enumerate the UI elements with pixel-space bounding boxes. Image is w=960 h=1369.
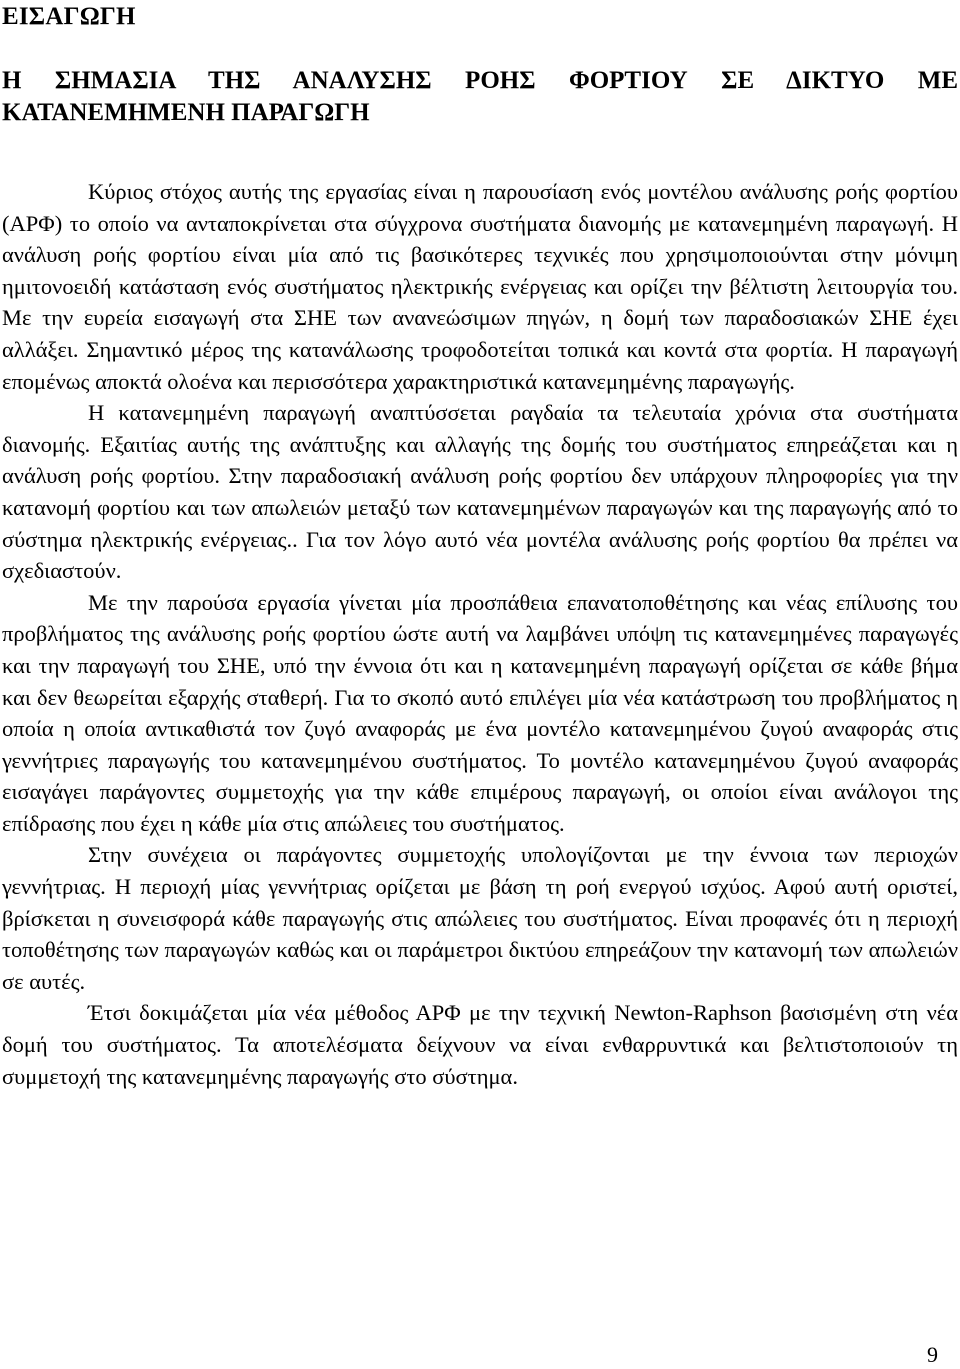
paragraph: Έτσι δοκιμάζεται μία νέα μέθοδος ΑΡΦ με την τεχνική Newton-Raphson βασισμένη στη νέα δομή του συστήματος. Τα αποτελέσματα δείχνουν να είναι ενθαρρυντικά και βελτιστοποιούν τη συμμετοχή της κατανεμημένης παραγωγής στο σύστημα. — [2, 1000, 958, 1089]
paragraph: Στην συνέχεια οι παράγοντες συμμετοχής υπολογίζονται με την έννοια των περιοχών γεννήτριας. Η περιοχή μίας γεννήτριας ορίζεται με βάση τη ροή ενεργού ισχύος. Αφού αυτή οριστεί, βρίσκεται η συνεισφορά κάθε παραγωγής στις απώλειες του συστήματος. Είναι προφανές ότι η περιοχή τοποθέτησης των παραγωγών καθώς και οι παράμετροι δικτύου επηρεάζουν την κατανομή των απωλειών σε αυτές. — [2, 842, 958, 994]
paragraph: Με την παρούσα εργασία γίνεται μία προσπάθεια επανατοποθέτησης και νέας επίλυσης του προβλήματος της ανάλυσης ροής φορτίου ώστε αυτή να λαμβάνει υπόψη τις κατανεμημένες παραγωγές και την παραγωγή του ΣΗΕ, υπό την έννοια ότι και η κατανεμημένη παραγωγή ορίζεται σε κάθε βήμα και δεν θεωρείται εξαρχής σταθερή. Για το σκοπό αυτό επιλέγει μία νέα κατάστρωση του προβλήματος η οποία η οποία αντικαθιστά τον ζυγό αναφοράς με ένα μοντέλο κατανεμημένου ζυγού αναφοράς στις γεννήτριες παραγωγής του κατανεμημένου συστήματος. Το μοντέλο κατανεμημένου ζυγού αναφοράς εισαγάγει παράγοντες συμμετοχής για την κάθε επιμέρους παραγωγή, οι οποίοι είναι ανάλογοι της επίδρασης που έχει η κάθε μία στις απώλειες του συστήματος. — [2, 589, 958, 836]
body-text — [2, 176, 958, 1092]
chapter-title: ΕΙΣΑΓΩΓΗ — [2, 3, 136, 30]
paragraph: Κύριος στόχος αυτής της εργασίας είναι η παρουσίαση ενός μοντέλου ανάλυσης ροής φορτίου (ΑΡΦ) το οποίο να ανταποκρίνεται στα σύγχρονα συστήματα διανομής με κατανεμημένη παραγωγή. Η ανάλυση ροής φορτίου είναι μία από τις βασικότερες τεχνικές που χρησιμοποιούνται στην μόνιμη ημιτονοειδή κατάσταση ενός συστήματος ηλεκτρικής ενέργειας και ορίζει την βέλτιστη λειτουργία του. Με την ευρεία εισαγωγή στα ΣΗΕ των ανανεώσιμων πηγών, η δομή των παραδοσιακών ΣΗΕ έχει αλλάξει. Σημαντικό μέρος της κατανάλωσης τροφοδοτείται τοπικά και κοντά στα φορτία. Η παραγωγή επομένως αποκτά ολοένα και περισσότερα χαρακτηριστικά κατανεμημένης παραγωγής. — [2, 179, 958, 394]
page-number: 9 — [927, 1342, 938, 1367]
paragraph: Η κατανεμημένη παραγωγή αναπτύσσεται ραγδαία τα τελευταία χρόνια στα συστήματα διανομής. Εξαιτίας αυτής της ανάπτυξης και αλλαγής της δομής του συστήματος επηρεάζεται και η ανάλυση ροής φορτίου. Στην παραδοσιακή ανάλυση ροής φορτίου δεν υπάρχουν πληροφορίες για την κατανομή φορτίου και των απωλειών μεταξύ των κατανεμημένων παραγωγών και της παραγωγής από το σύστημα ηλεκτρικής ενέργειας.. Για τον λόγο αυτό νέα μοντέλα ανάλυσης ροής φορτίου θα πρέπει να σχεδιαστούν. — [2, 400, 958, 584]
section-title: Η ΣΗΜΑΣΙΑ ΤΗΣ ΑΝΑΛΥΣΗΣ ΡΟΗΣ ΦΟΡΤΙΟΥ ΣΕ ΔΙΚΤΥΟ ΜΕ ΚΑΤΑΝΕΜΗΜΕΝΗ ΠΑΡΑΓΩΓΗ — [2, 67, 958, 126]
